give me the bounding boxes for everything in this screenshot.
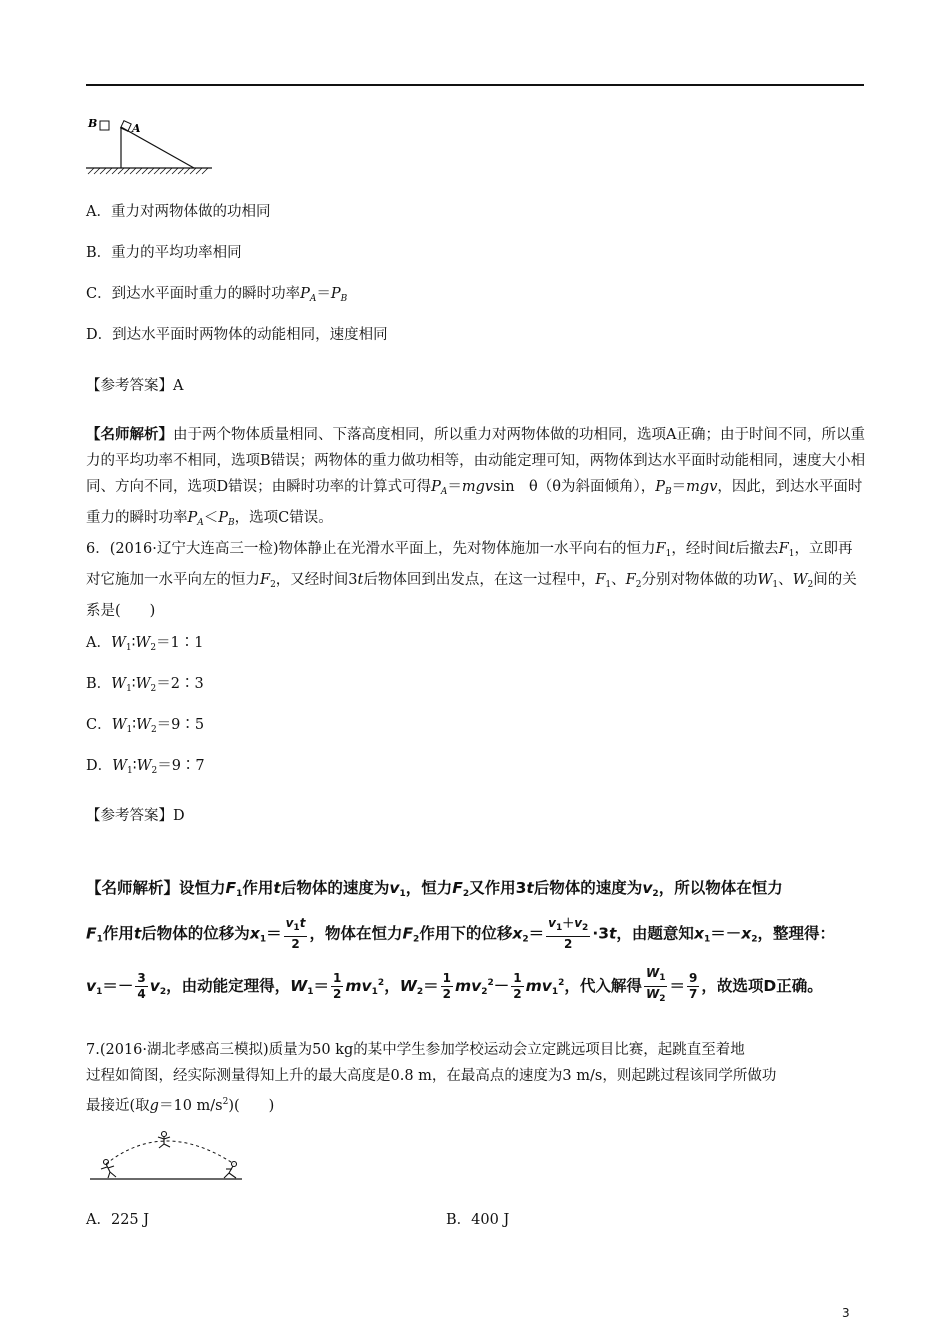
- q5-option-b: B．重力的平均功率相同: [86, 245, 242, 261]
- q6-option-d: D．$W_1∶W_2=9∶7$: [86, 758, 205, 776]
- q6-solution-line3: $v_1=-$ $\frac{3}{4}$ $v_2$，由动能定理得，$W_1=$ $\frac{1}{2}$ $mv_1^2$，$W_2=$ $\frac{1}{2}$ $mv_2^2-$ $\frac{1}{2}$ $mv_1^2$，代入解得 $\frac{W_1}{W_2}$ ＝ $\frac{9}{7}$ ，故选项D正确。: [86, 966, 823, 1004]
- q5-option-a: A．重力对两物体做的功相同: [86, 204, 271, 220]
- label-b: B: [88, 117, 98, 130]
- ground-hatch: [88, 168, 208, 174]
- q7-option-b: B．400 J: [446, 1212, 510, 1228]
- q7-option-a: A．225 J: [86, 1212, 150, 1228]
- q5-analysis: 【名师解析】由于两个物体质量相同、下落高度相同，所以重力对两物体做的功相同，选项A正确；由于时间不同，所以重力的平均功率不相同，选项B错误；两物体的重力做功相等，由动能定理可知，两物体到达水平面时动能相同，速度大小相同、方向不同，选项D错误；由瞬时功率的计算式可得$P_A=mgvsin$ θ（θ为斜面倾角），$P_B=mgv$，因此，到达水平面时重力的瞬时功率$P_A<P_B$，选项C错误。: [86, 426, 866, 528]
- q6-solution-line2: $F_1$作用t后物体的位移为$x_1=$ $\frac{v_1t}{2}$ ，物体在恒力$F_2$作用下的位移$x_2=$ $\frac{v_1+v_2}{2}$ ·3t，由题意知$x_1=-x_2$，整理得：: [86, 916, 835, 951]
- q7-stem-line1: 7.(2016·湖北孝感高三模拟)质量为50 kg的某中学生参加学校运动会立定跳远项目比赛，起跳直至着地: [86, 1042, 745, 1058]
- q6-answer: 【参考答案】D: [86, 808, 185, 824]
- q7-stem-line2: 过程如简图，经实际测量得知上升的最大高度是0.8 m，在最高点的速度为3 m/s，则起跳过程该同学所做功: [86, 1068, 777, 1084]
- q5-option-d: D．到达水平面时两物体的动能相同，速度相同: [86, 327, 388, 343]
- jumper-landing: [224, 1162, 237, 1179]
- label-a: A: [132, 122, 141, 135]
- q5-option-c: C．到达水平面时重力的瞬时功率$P_A=P_B$: [86, 286, 348, 304]
- q6-stem: 6．(2016·辽宁大连高三一检)物体静止在光滑水平面上，先对物体施加一水平向右的恒力$F_1$，经时间t后撤去$F_1$，立即再对它施加一水平向左的恒力$F_2$，又经时间3t后物体回到出发点，在这一过程中，$F_1$、$F_2$分别对物体做的功$W_1$、$W_2$间的关系是( ): [86, 541, 857, 619]
- jumper-start: [101, 1160, 116, 1179]
- page-number: 3: [842, 1306, 850, 1320]
- q6-solution-line1: 【名师解析】设恒力$F_1$作用t后物体的速度为$v_1$，恒力$F_2$又作用3t后物体的速度为$v_2$，所以物体在恒力: [86, 879, 783, 899]
- q7-stem-line3: 最接近(取g＝10 $m/s^2$)( ): [86, 1097, 275, 1114]
- long-jump-figure: [86, 1124, 246, 1184]
- q6-option-a: A．$W_1∶W_2=1∶1$: [86, 635, 204, 653]
- q6-option-b: B．$W_1∶W_2=2∶3$: [86, 676, 204, 694]
- q6-option-c: C．$W_1∶W_2=9∶5$: [86, 717, 205, 735]
- block-b: [100, 121, 109, 130]
- incline-figure: [86, 112, 226, 182]
- jumper-peak: [158, 1132, 170, 1149]
- header-rule: [86, 84, 864, 86]
- trajectory-path: [106, 1141, 234, 1164]
- q5-answer: 【参考答案】A: [86, 378, 184, 394]
